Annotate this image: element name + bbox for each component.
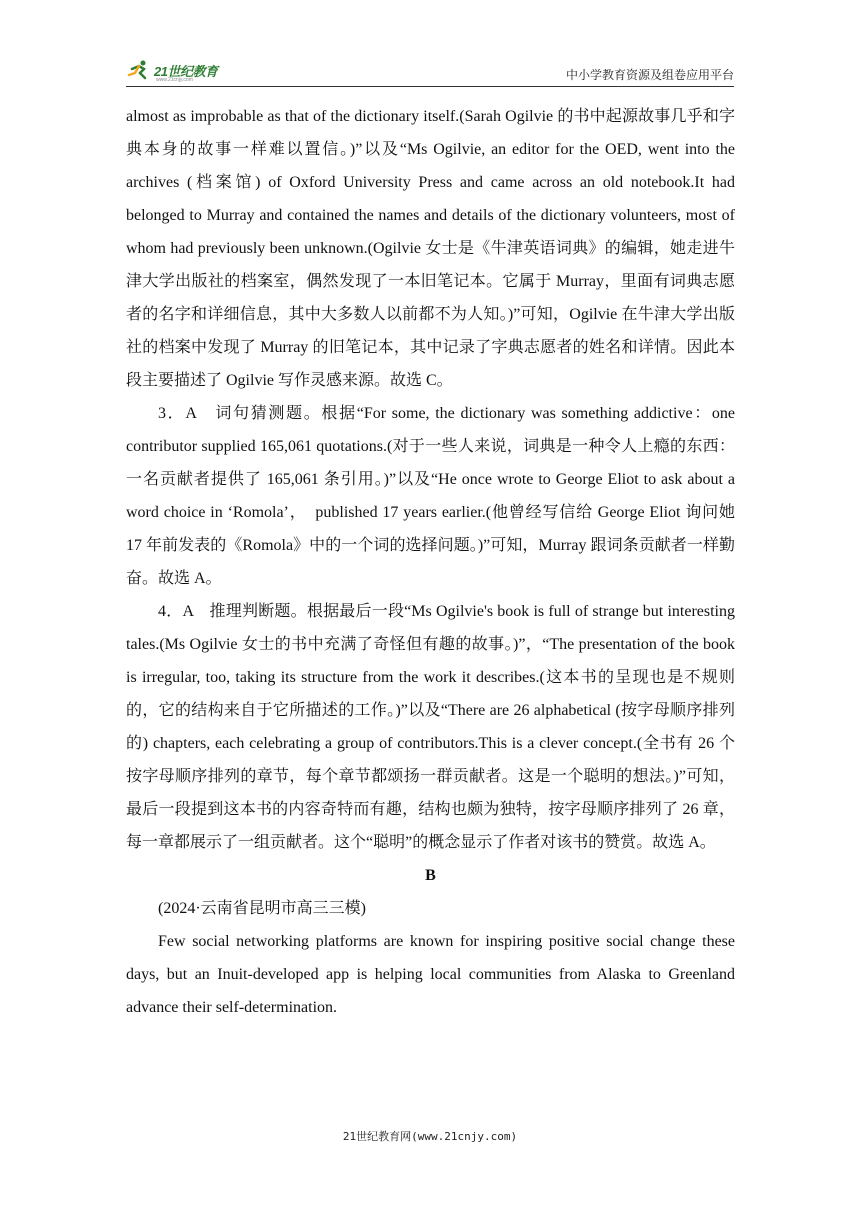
page-footer: 21世纪教育网(www.21cnjy.com) [342,1130,518,1143]
logo-subtext: www.21cnjy.com [156,77,193,83]
header-title: 中小学教育资源及组卷应用平台 [565,68,734,82]
document-body [126,100,735,1024]
logo-text: 21世纪教育 [154,63,218,79]
answer-3-explanation: 3．A 词句猜测题。根据“For some, the dictionary was something addictive：one contributor supplied 165,061 quotations.(对于一些人来说，词典是一种令人上瘾的东西：一名贡献者提供了 165,061 条引用。)”以及“He once wrote to George Eliot to ask about a word choice in ‘Romola’， published 17 years earlier.(他曾经写信给 George Eliot 询问她 17 年前发表的《Romola》中的一个词的选择问题。)”可知，Murray 跟词条贡献者一样勤奋。故选 A。 [126,405,735,587]
passage-paragraph: Few social networking platforms are known for inspiring positive social change these days, but an Inuit-developed app is helping local communities from Alaska to Greenland advance their self-determination. [126,933,735,1016]
source-line: (2024·云南省昆明市高三三模) [158,900,366,917]
section-title: B [425,867,436,884]
answer-4-explanation: 4．A 推理判断题。根据最后一段“Ms Ogilvie's book is full of strange but interesting tales.(Ms Ogilvie 女士的书中充满了奇怪但有趣的故事。)”，“The presentation of the book is irregular, too, taking its structure from the work it describes.(这本书的呈现也是不规则的，它的结构来自于它所描述的工作。)”以及“There are 26 alphabetical (按字母顺序排列的) chapters, each celebrating a group of contributors.This is a clever concept.(全书有 26 个按字母顺序排列的章节，每个章节都颂扬一群贡献者。这是一个聪明的想法。)”可知，最后一段提到这本书的内容奇特而有趣，结构也颇为独特，按字母顺序排列了 26 章，每一章都展示了一组贡献者。这个“聪明”的概念显示了作者对该书的赞赏。故选 A。 [126,603,735,851]
page-header [126,58,734,87]
runner-logo-icon [126,60,152,80]
paragraph-continuation: almost as improbable as that of the dictionary itself.(Sarah Ogilvie 的书中起源故事几乎和字典本身的故事一样难以置信。)”以及“Ms Ogilvie, an editor for the OED, went into the archives (档案馆) of Oxford University Press and came across an old notebook.It had belonged to Murray and contained the names and details of the dictionary volunteers, most of whom had previously been unknown.(Ogilvie 女士是《牛津英语词典》的编辑，她走进牛津大学出版社的档案室，偶然发现了一本旧笔记本。它属于 Murray，里面有词典志愿者的名字和详细信息，其中大多数人以前都不为人知。)”可知，Ogilvie 在牛津大学出版社的档案中发现了 Murray 的旧笔记本，其中记录了字典志愿者的姓名和详情。因此本段主要描述了 Ogilvie 写作灵感来源。故选 C。 [126,108,735,389]
